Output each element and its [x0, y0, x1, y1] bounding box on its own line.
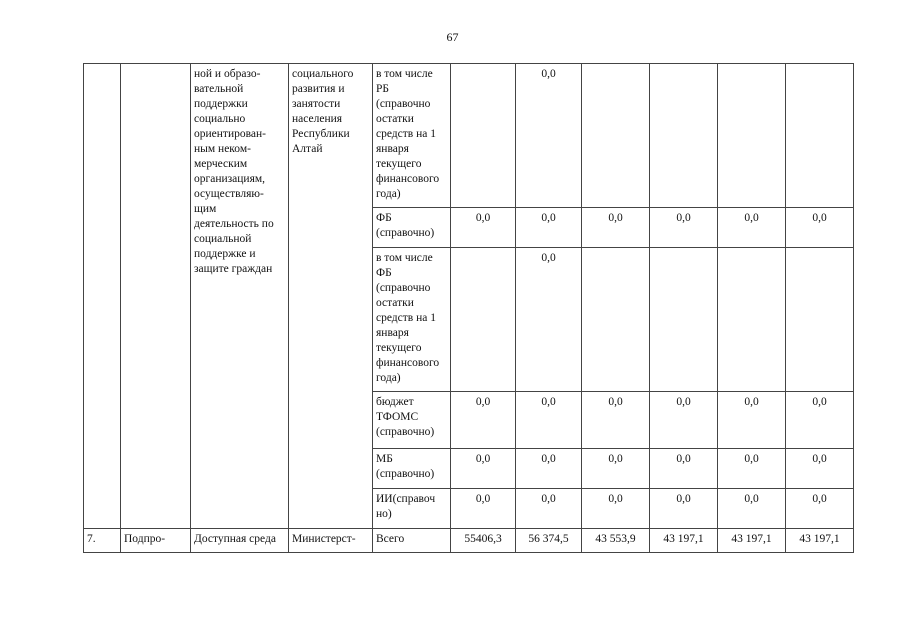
value-cell: 0,0 [650, 392, 718, 449]
value-cell: 0,0 [516, 392, 582, 449]
value-cell: 55406,3 [451, 529, 516, 553]
executor-text: социального развития и занятости населения Республики Алтай [292, 68, 354, 155]
value-cell [718, 64, 786, 208]
value-cell: 0,0 [786, 392, 854, 449]
value-cell: 0,0 [650, 208, 718, 248]
value-cell: 56 374,5 [516, 529, 582, 553]
source-text: МБ (справочно) [376, 453, 435, 480]
value-cell: 0,0 [786, 449, 854, 489]
executor-cell [289, 64, 373, 529]
value-cell: 0,0 [718, 449, 786, 489]
program-name-cell [191, 64, 289, 529]
value-cell [582, 248, 650, 392]
value-cell [451, 248, 516, 392]
value-cell [650, 248, 718, 392]
value-cell: 0,0 [582, 208, 650, 248]
row-number-cell: 7. [84, 529, 121, 553]
value-cell: 43 197,1 [718, 529, 786, 553]
value-cell: 0,0 [516, 489, 582, 529]
source-text: ФБ (справочно) [376, 212, 435, 239]
budget-table [83, 63, 854, 553]
value-cell: 0,0 [582, 449, 650, 489]
value-cell: 0,0 [516, 64, 582, 208]
value-cell: 0,0 [582, 489, 650, 529]
value-cell [786, 64, 854, 208]
number-cell [84, 64, 121, 529]
value-cell: 43 553,9 [582, 529, 650, 553]
value-cell [718, 248, 786, 392]
source-cell [373, 248, 451, 392]
page-number: 67 [446, 30, 459, 44]
source-text: бюджет ТФОМС (справочно) [376, 396, 435, 438]
source-text: в том числе ФБ (справочно остатки средств на 1 января текущего финансового года) [376, 252, 440, 384]
value-cell: 0,0 [650, 489, 718, 529]
value-cell: 0,0 [718, 392, 786, 449]
value-cell [451, 64, 516, 208]
table-row [84, 64, 854, 208]
table-row [84, 529, 854, 553]
value-cell: 0,0 [516, 248, 582, 392]
value-cell: 0,0 [451, 449, 516, 489]
value-cell: 0,0 [786, 489, 854, 529]
source-cell [373, 449, 451, 489]
program-name-text: ной и образо- вательной поддержки социально ориентирован- ным неком- мерческим организациям, осуществляю- щим деятельность по социальной поддержке и защите граждан [194, 68, 274, 275]
source-cell [373, 64, 451, 208]
value-cell: 0,0 [451, 489, 516, 529]
value-cell: 0,0 [786, 208, 854, 248]
source-cell [373, 392, 451, 449]
source-text: ИИ(справоч но) [376, 493, 436, 520]
executor-cell: Министерст- [289, 529, 373, 553]
value-cell: 43 197,1 [650, 529, 718, 553]
source-cell [373, 208, 451, 248]
value-cell: 0,0 [516, 208, 582, 248]
value-cell [582, 64, 650, 208]
value-cell: 0,0 [650, 449, 718, 489]
value-cell [650, 64, 718, 208]
type-cell [121, 64, 191, 529]
value-cell: 0,0 [718, 489, 786, 529]
value-cell: 0,0 [718, 208, 786, 248]
source-text: в том числе РБ (справочно остатки средств на 1 января текущего финансового года) [376, 68, 440, 200]
type-cell: Подпро- [121, 529, 191, 553]
source-cell: Всего [373, 529, 451, 553]
value-cell: 0,0 [582, 392, 650, 449]
value-cell: 0,0 [451, 208, 516, 248]
value-cell [786, 248, 854, 392]
value-cell: 0,0 [451, 392, 516, 449]
value-cell: 0,0 [516, 449, 582, 489]
source-cell [373, 489, 451, 529]
value-cell: 43 197,1 [786, 529, 854, 553]
program-name-cell: Доступная среда [191, 529, 289, 553]
